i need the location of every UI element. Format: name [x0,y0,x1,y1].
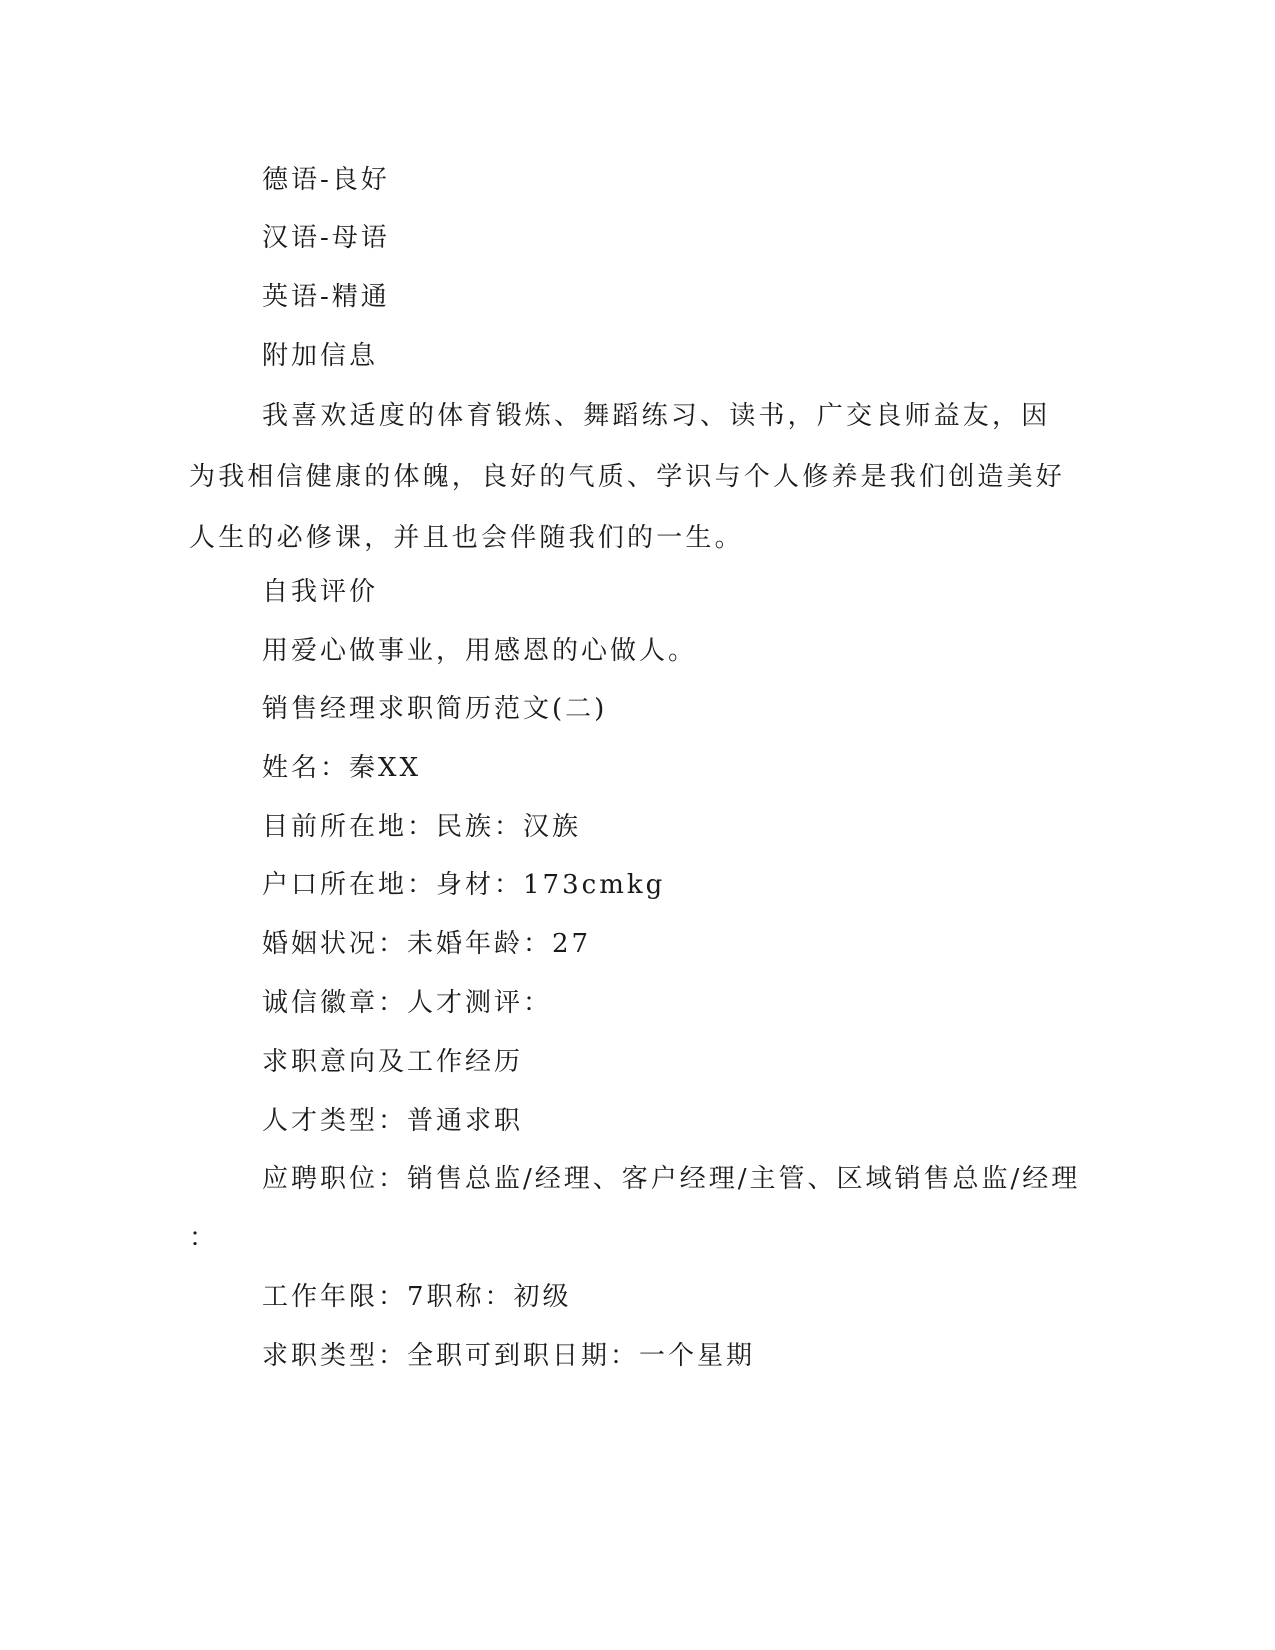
location-line: 目前所在地：民族：汉族 [262,812,582,842]
self-eval-heading: 自我评价 [262,577,379,607]
language-german: 德语-良好 [262,165,390,195]
self-eval-text: 用爱心做事业，用感恩的心做人。 [262,636,698,666]
language-chinese: 汉语-母语 [262,223,390,253]
talent-type-line: 人才类型：普通求职 [262,1106,524,1136]
marital-line: 婚姻状况：未婚年龄：27 [262,929,592,959]
hobby-paragraph: 我喜欢适度的体育锻炼、舞蹈练习、读书，广交良师益友，因为我相信健康的体魄，良好的气质、学识与个人修养是我们创造美好人生的必修课，并且也会伴随我们的一生。 [189,401,1066,553]
job-type-line: 求职类型：全职可到职日期：一个星期 [262,1341,756,1371]
name-line: 姓名：秦XX [262,753,422,783]
hukou-line: 户口所在地：身材：173cmkg [262,870,666,900]
language-english: 英语-精通 [262,282,390,312]
years-line: 工作年限：7职称：初级 [262,1282,572,1312]
badge-line: 诚信徽章：人才测评： [262,988,553,1018]
position-continuation: ： [189,1223,219,1253]
resume-title: 销售经理求职简历范文(二) [262,694,608,724]
additional-info-heading: 附加信息 [262,341,379,371]
position-line: 应聘职位：销售总监/经理、客户经理/主管、区域销售总监/经理 [262,1164,1081,1194]
intent-heading: 求职意向及工作经历 [262,1047,524,1077]
